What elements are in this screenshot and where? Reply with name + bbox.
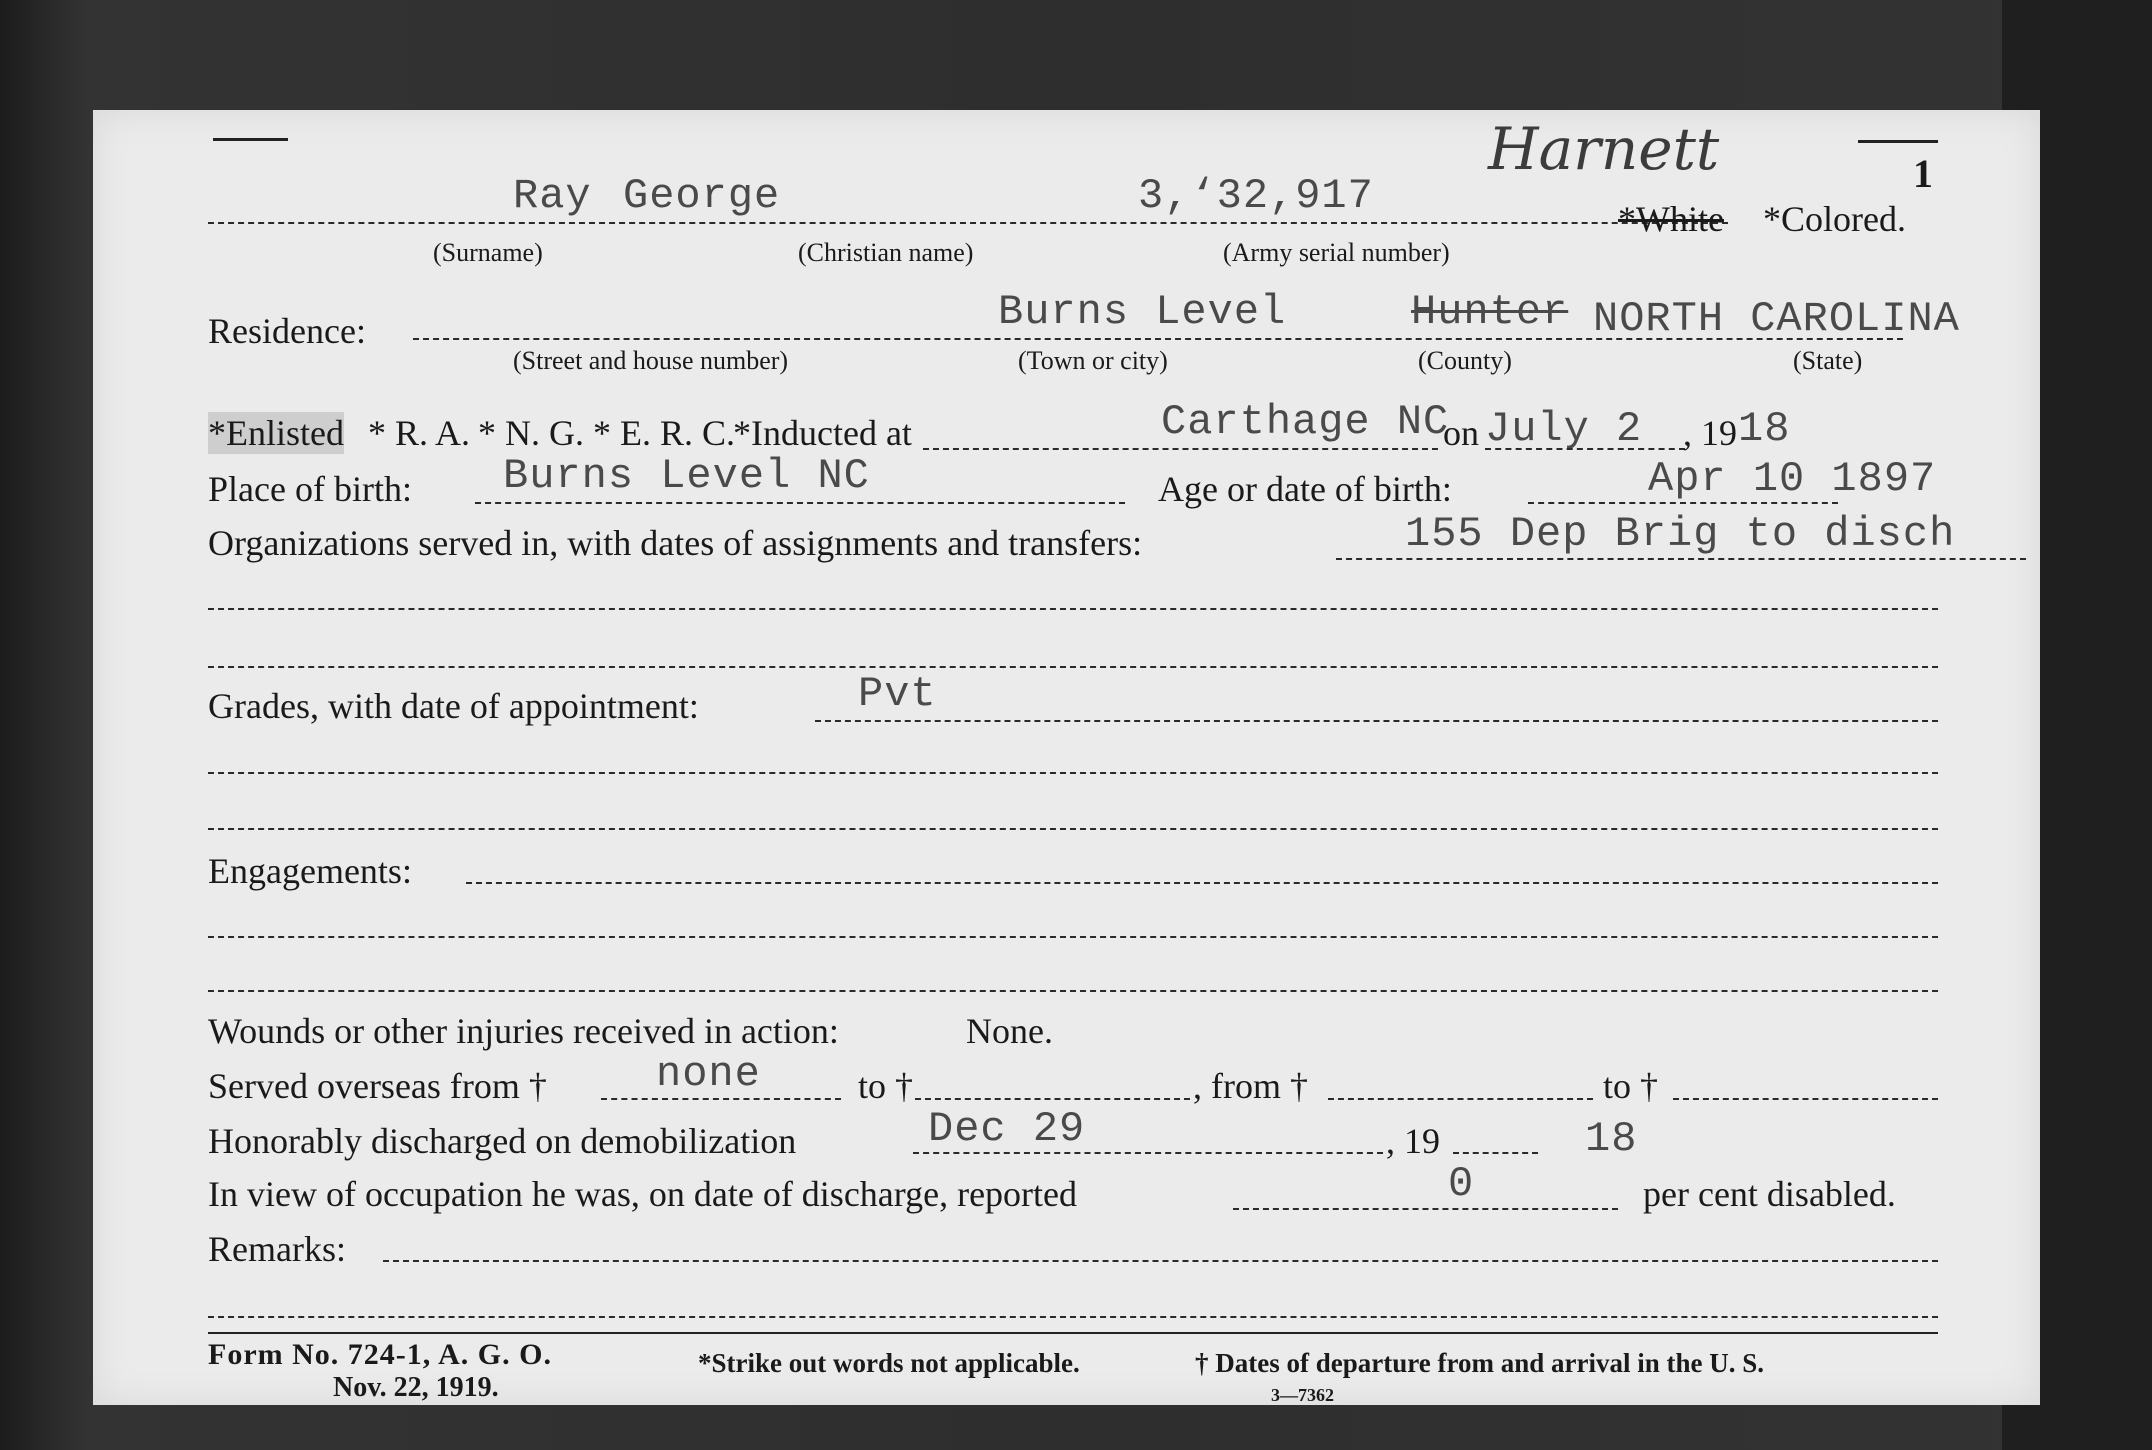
organizations-line: [1336, 558, 2026, 560]
inducted-line: [923, 448, 1438, 450]
caption-surname: (Surname): [433, 238, 543, 267]
birthplace-value: Burns Level NC: [503, 452, 870, 500]
inducted-date-line: [1485, 448, 1685, 450]
engagements-line: [466, 882, 1938, 884]
on-label: on: [1443, 413, 1479, 453]
organizations-line-3: [208, 666, 1938, 668]
wounds-label: Wounds or other injuries received in action:: [208, 1011, 839, 1051]
disability-value: 0: [1448, 1160, 1475, 1208]
overseas-to-label: to †: [858, 1066, 914, 1106]
remarks-line-2: [208, 1316, 1938, 1318]
overseas-from2-label: , from †: [1193, 1066, 1308, 1106]
engagements-line-2: [208, 936, 1938, 938]
wounds-value: None.: [966, 1011, 1053, 1051]
print-code: 3—7362: [1271, 1385, 1334, 1405]
residence-town: Burns Level: [998, 288, 1287, 336]
form-number: Form No. 724-1, A. G. O.: [208, 1338, 552, 1371]
discharge-year-line: [1453, 1152, 1538, 1154]
overseas-label: Served overseas from †: [208, 1066, 547, 1106]
grades-line: [815, 720, 1938, 722]
remarks-line: [383, 1260, 1938, 1262]
footnote-dates: † Dates of departure from and arrival in the U. S.: [1195, 1348, 1764, 1378]
organizations-label: Organizations served in, with dates of assignments and transfers:: [208, 523, 1143, 563]
form-date: Nov. 22, 1919.: [333, 1372, 499, 1403]
grades-value: Pvt: [858, 670, 937, 718]
inducted-date: July 2: [1485, 405, 1643, 453]
caption-christian: (Christian name): [798, 238, 974, 267]
residence-label: Residence:: [208, 311, 366, 351]
organizations-line-2: [208, 608, 1938, 610]
overseas-from-value: none: [656, 1050, 761, 1098]
handwritten-county: Harnett: [1488, 115, 1720, 183]
caption-street: (Street and house number): [513, 346, 789, 375]
discharge-date: Dec 29: [928, 1105, 1086, 1153]
ra-option: * R. A.: [368, 413, 471, 453]
top-left-rule: [213, 138, 288, 141]
caption-town: (Town or city): [1018, 346, 1168, 375]
birthdate-value: Apr 10 1897: [1648, 455, 1937, 503]
organizations-value: 155 Dep Brig to disch: [1405, 510, 1956, 558]
inducted-year-prefix: , 19: [1683, 413, 1737, 453]
inducted-place: Carthage NC: [1161, 398, 1450, 446]
discharge-year-prefix: , 19: [1386, 1121, 1440, 1161]
remarks-label: Remarks:: [208, 1229, 346, 1269]
top-right-rule: [1858, 140, 1938, 143]
overseas-from-line: [601, 1098, 841, 1100]
engagements-label: Engagements:: [208, 851, 412, 891]
disability-suffix: per cent disabled.: [1643, 1174, 1896, 1214]
service-record-card: [93, 110, 2040, 1405]
caption-state: (State): [1793, 346, 1863, 375]
disability-label: In view of occupation he was, on date of discharge, reported: [208, 1174, 1078, 1214]
disability-line: [1233, 1208, 1618, 1210]
overseas-to2-line: [1673, 1098, 1938, 1100]
grades-line-2: [208, 772, 1938, 774]
surname-value: Ray: [513, 172, 592, 220]
race-colored: *Colored.: [1763, 199, 1906, 239]
birthplace-line: [475, 502, 1125, 504]
erc-option: * E. R. C.: [593, 413, 736, 453]
overseas-to-line: [915, 1098, 1190, 1100]
inducted-year: 18: [1738, 405, 1791, 453]
caption-serial: (Army serial number): [1223, 238, 1450, 267]
card-number: 1: [1913, 151, 1933, 196]
residence-state: NORTH CAROLINA: [1593, 295, 1960, 343]
ng-option: * N. G.: [478, 413, 584, 453]
birthplace-label: Place of birth:: [208, 469, 412, 509]
serial-number-value: 3,‘32,917: [1138, 172, 1374, 220]
caption-county: (County): [1418, 346, 1512, 375]
grades-label: Grades, with date of appointment:: [208, 686, 699, 726]
birthdate-label: Age or date of birth:: [1158, 469, 1452, 509]
enlisted-option: *Enlisted: [208, 413, 344, 453]
footer-rule: [208, 1332, 1938, 1334]
grades-line-3: [208, 828, 1938, 830]
residence-county-struck: Hunter: [1411, 288, 1569, 336]
footnote-strike: *Strike out words not applicable.: [698, 1348, 1080, 1378]
overseas-from2-line: [1328, 1098, 1593, 1100]
christian-name-value: George: [623, 172, 781, 220]
overseas-to2-label: to †: [1603, 1066, 1659, 1106]
name-line: [208, 222, 1728, 224]
discharge-label: Honorably discharged on demobilization: [208, 1121, 797, 1161]
engagements-line-3: [208, 990, 1938, 992]
discharge-year: 18: [1585, 1115, 1638, 1163]
race-white-struck: *White: [1618, 199, 1724, 239]
inducted-label: *Inducted at: [733, 413, 912, 453]
